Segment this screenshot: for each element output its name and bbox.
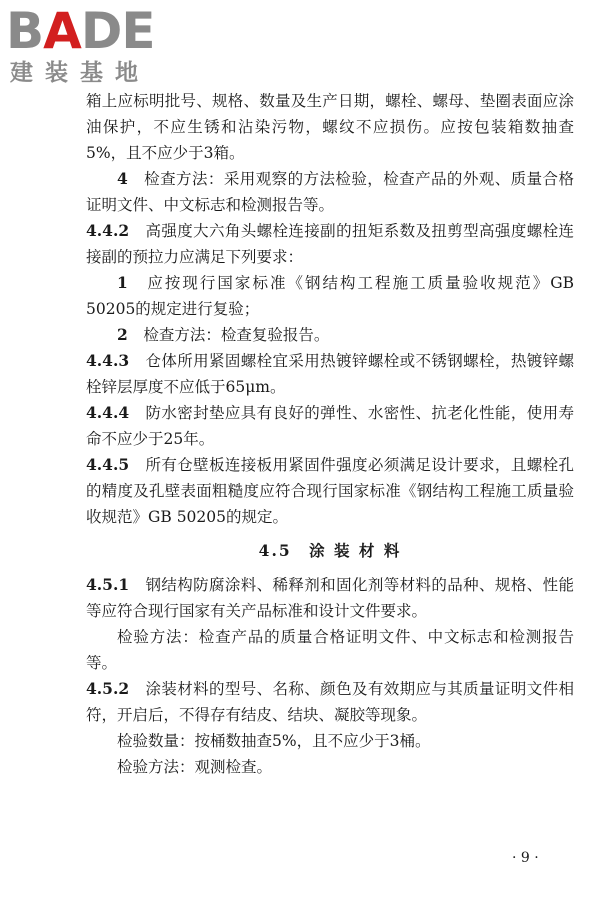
paragraph: 检验方法：检查产品的质量合格证明文件、中文标志和检测报告等。 xyxy=(86,628,574,672)
logo-subtitle: 建装基地 xyxy=(10,60,150,86)
paragraph: 2 检查方法：检查复验报告。 xyxy=(117,325,330,344)
paragraph: 检验方法：观测检查。 xyxy=(117,758,273,776)
paragraph: 4 检查方法：采用观察的方法检验，检查产品的外观、质量合格证明文件、中文标志和检测报告等。 xyxy=(86,169,574,214)
clause-4-5-2: 4.5.2 涂装材料的型号、名称、颜色及有效期应与其质量证明文件相符，开启后，不得存有结皮、结块、凝胶等现象。 xyxy=(86,679,574,724)
clause-4-4-2: 4.4.2 高强度大六角头螺栓连接副的扭矩系数及扭剪型高强度螺栓连接副的预拉力应满足下列要求： xyxy=(86,221,574,266)
clause-4-5-1: 4.5.1 钢结构防腐涂料、稀释剂和固化剂等材料的品种、规格、性能等应符合现行国家有关产品标准和设计文件要求。 xyxy=(86,575,574,620)
section-title: 4.5 涂 装 材 料 xyxy=(258,541,402,560)
document-body xyxy=(86,88,574,780)
paragraph: 箱上应标明批号、规格、数量及生产日期，螺栓、螺母、垫圈表面应涂油保护，不应生锈和沾染污物，螺纹不应损伤。应按包装箱数抽查5%，且不应少于3箱。 xyxy=(86,92,574,162)
clause-4-4-3: 4.4.3 仓体所用紧固螺栓宜采用热镀锌螺栓或不锈钢螺栓，热镀锌螺栓锌层厚度不应低于65μm。 xyxy=(86,351,574,396)
paragraph: 检验数量：按桶数抽查5%，且不应少于3桶。 xyxy=(117,732,431,750)
logo-wordmark: BADE xyxy=(6,2,155,60)
page-number: · 9 · xyxy=(512,850,539,866)
bade-logo xyxy=(6,4,176,90)
paragraph: 1 应按现行国家标准《钢结构工程施工质量验收规范》GB 50205的规定进行复验； xyxy=(86,273,574,318)
clause-4-4-4: 4.4.4 防水密封垫应具有良好的弹性、水密性、抗老化性能，使用寿命不应少于25年。 xyxy=(86,403,574,448)
clause-4-4-5: 4.4.5 所有仓壁板连接板用紧固件强度必须满足设计要求，且螺栓孔的精度及孔壁表面粗糙度应符合现行国家标准《钢结构工程施工质量验收规范》GB 50205的规定。 xyxy=(86,455,574,526)
